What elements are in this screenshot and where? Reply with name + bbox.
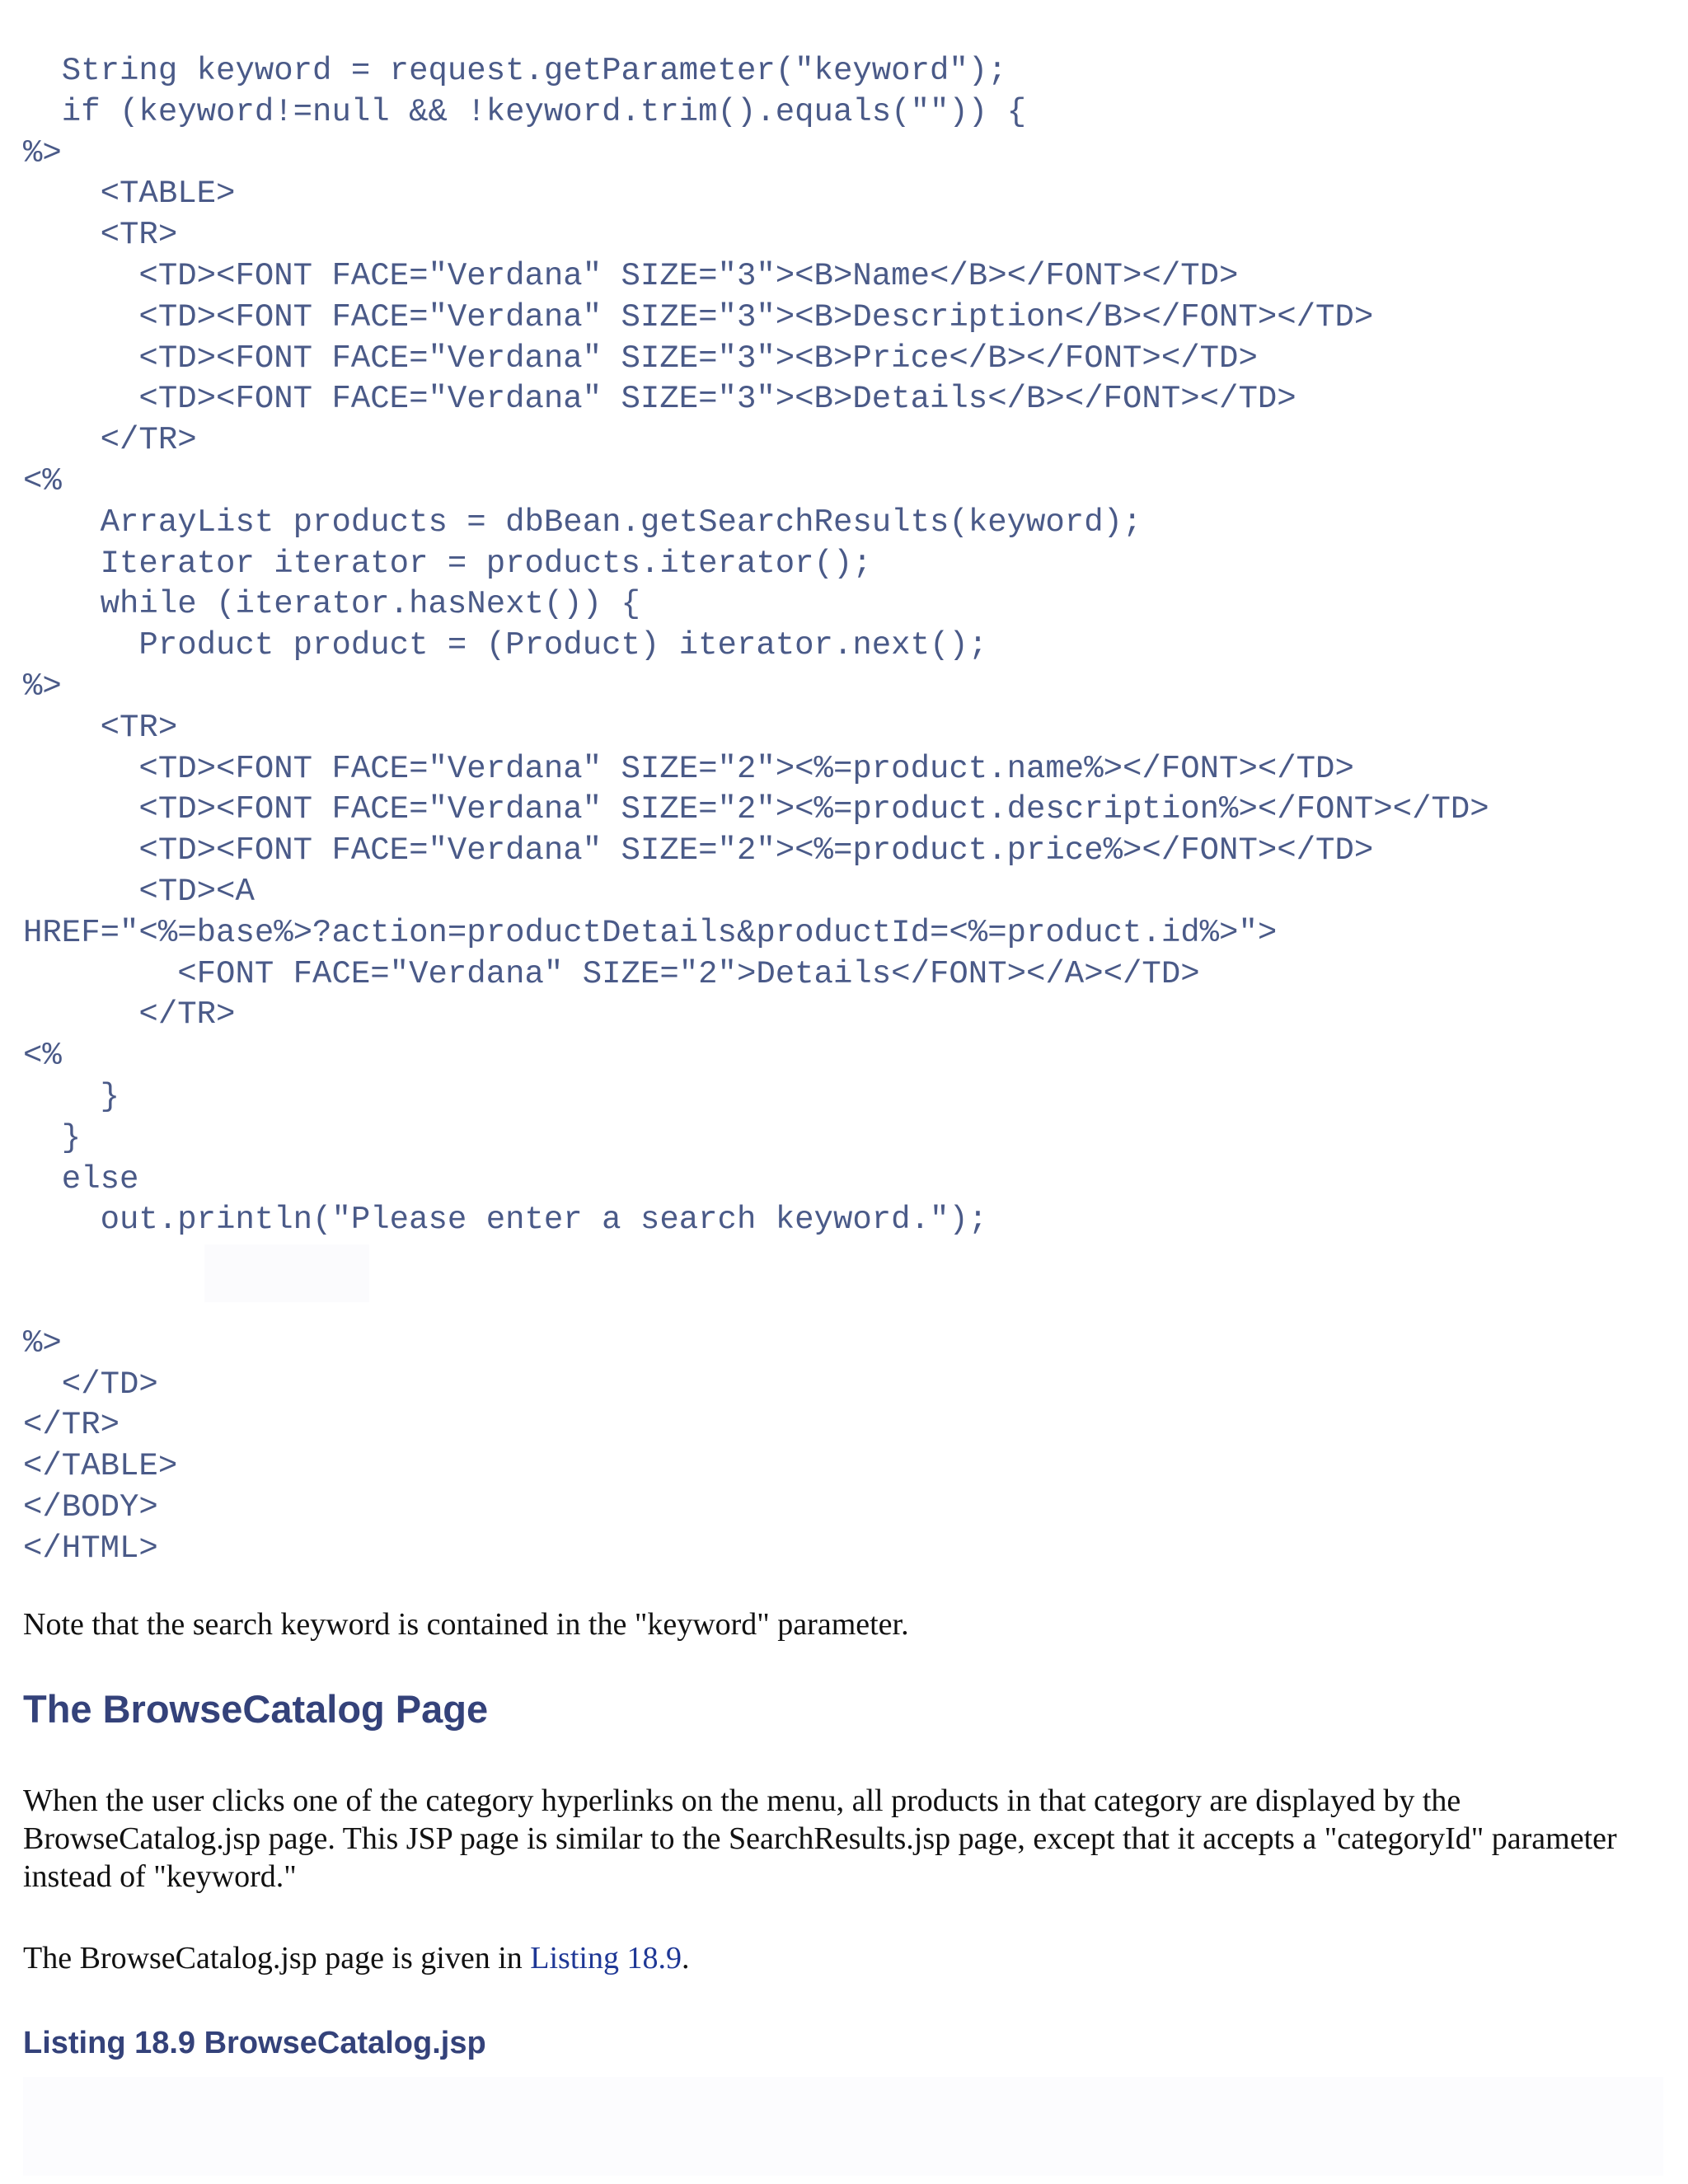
listing-reference-paragraph <box>23 1939 1663 1977</box>
code-line: <TD><A <box>23 873 255 910</box>
code-line <box>23 1241 1665 1282</box>
code-line: else <box>23 1160 139 1197</box>
browse-catalog-paragraph: When the user clicks one of the category hyperlinks on the menu, all products in that category are displayed by the BrowseCatalog.jsp page. This JSP page is similar to the SearchResults.jsp page, except that it accepts a "categoryId" parameter instead of "keyword." <box>23 1783 1617 1894</box>
code-line: <TD><FONT FACE="Verdana" SIZE="2"><%=product.price%></FONT></TD> <box>23 832 1374 869</box>
code-line: <TD><FONT FACE="Verdana" SIZE="2"><%=product.name%></FONT></TD> <box>23 750 1354 787</box>
code-listing-search-results <box>23 51 1665 1569</box>
code-line: <TR> <box>23 709 178 746</box>
code-line: } <box>23 1119 82 1156</box>
code-line: <FONT FACE="Verdana" SIZE="2">Details</FONT></A></TD> <box>23 955 1200 992</box>
code-line: </TABLE> <box>23 1448 178 1485</box>
code-line <box>23 1282 1665 1324</box>
listing-code-area <box>23 2077 1663 2176</box>
code-line: <TD><FONT FACE="Verdana" SIZE="3"><B>Details</B></FONT></TD> <box>23 381 1296 418</box>
code-line: if (keyword!=null && !keyword.trim().equals("")) { <box>23 93 1026 130</box>
code-line: Product product = (Product) iterator.next(); <box>23 627 988 664</box>
listing-heading: Listing 18.9 BrowseCatalog.jsp <box>23 2026 486 2060</box>
code-line: %> <box>23 134 62 171</box>
code-line: </HTML> <box>23 1530 158 1567</box>
code-line: <TR> <box>23 217 178 254</box>
section-heading-browse-catalog: The BrowseCatalog Page <box>23 1687 489 1731</box>
listing-reference-text-after: . <box>681 1941 690 1975</box>
code-line: </TR> <box>23 996 236 1033</box>
note-paragraph: Note that the search keyword is contained in the "keyword" parameter. <box>23 1607 909 1642</box>
code-line: } <box>23 1078 120 1115</box>
code-line: </TR> <box>23 1407 120 1444</box>
code-line: </TR> <box>23 422 197 459</box>
code-line: out.println("Please enter a search keyword."); <box>23 1202 988 1239</box>
code-line: %> <box>23 1324 62 1361</box>
code-line: <TD><FONT FACE="Verdana" SIZE="3"><B>Name</B></FONT></TD> <box>23 257 1239 294</box>
code-line: </TD> <box>23 1366 158 1403</box>
code-line: <TD><FONT FACE="Verdana" SIZE="3"><B>Price</B></FONT></TD> <box>23 340 1258 377</box>
code-line: Iterator iterator = products.iterator(); <box>23 545 872 582</box>
code-line: <% <box>23 1038 62 1075</box>
code-line: </BODY> <box>23 1488 158 1526</box>
code-line: <% <box>23 462 62 499</box>
code-line: ArrayList products = dbBean.getSearchResults(keyword); <box>23 504 1142 541</box>
listing-18-9-link[interactable]: Listing 18.9 <box>530 1941 682 1975</box>
code-line: String keyword = request.getParameter("keyword"); <box>23 53 1007 89</box>
code-line: while (iterator.hasNext()) { <box>23 586 640 623</box>
code-line: HREF="<%=base%>?action=productDetails&productId=<%=product.id%>"> <box>23 914 1278 951</box>
code-line: <TD><FONT FACE="Verdana" SIZE="3"><B>Description</B></FONT></TD> <box>23 298 1374 335</box>
code-line: <TABLE> <box>23 176 236 213</box>
code-line: %> <box>23 668 62 705</box>
code-line: <TD><FONT FACE="Verdana" SIZE="2"><%=product.description%></FONT></TD> <box>23 791 1489 828</box>
listing-reference-text-before: The BrowseCatalog.jsp page is given in <box>23 1941 531 1975</box>
